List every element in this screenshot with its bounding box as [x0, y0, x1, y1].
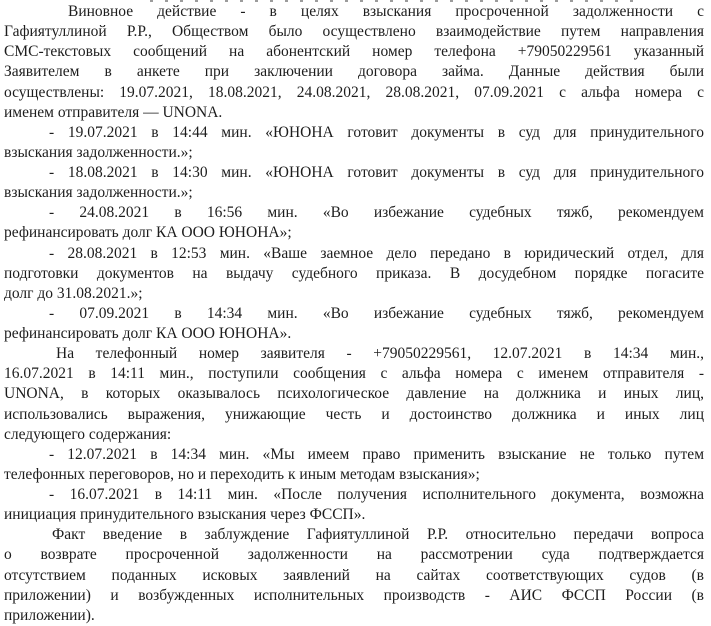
text-line: приложении) и возбужденных исполнительных производств - АИС ФССП России (в — [4, 586, 704, 604]
text-line: о возврате просроченной задолженности на рассмотрении суда подтверждается — [4, 546, 704, 564]
paragraph — [4, 123, 704, 163]
text-line: использовались выражения, унижающие честь и достоинство должника и иных лиц — [4, 405, 704, 423]
document-body — [4, 2, 704, 626]
text-line: - 18.08.2021 в 14:30 мин. «ЮНОНА готовит документы в суд для принудительного — [49, 164, 704, 181]
paragraph — [4, 525, 704, 626]
paragraph — [4, 445, 704, 485]
paragraph — [4, 244, 704, 304]
text-line: взыскания задолженности.»; — [4, 184, 193, 202]
text-line: Гафиятуллиной Р.Р., Обществом было осуществлено взаимодействие путем направления — [4, 23, 704, 41]
text-line: - 07.09.2021 в 14:34 мин. «Во избежание судебных тяжб, рекомендуем — [49, 304, 704, 322]
text-line: - 16.07.2021 в 14:11 мин. «После получения исполнительного документа, возможна — [49, 486, 704, 503]
text-line: подготовки документов на выдачу судебного приказа. В досудебном порядке погасите — [4, 264, 704, 282]
paragraph — [4, 163, 704, 203]
text-line: осуществлены: 19.07.2021, 18.08.2021, 24.08.2021, 28.08.2021, 07.09.2021 с альфа номера с — [4, 83, 704, 101]
text-line: На телефонный номер заявителя - +79050229561, 12.07.2021 в 14:34 мин., — [56, 345, 704, 363]
text-line: - 12.07.2021 в 14:34 мин. «Мы имеем право применить взыскание не только путем — [49, 445, 704, 463]
text-line: рефинансировать долг КА ООО ЮНОНА». — [4, 325, 292, 342]
text-line: Заявителем в анкете при заключении договора займа. Данные действия были — [4, 63, 704, 81]
text-line: следующего содержания: — [4, 425, 172, 443]
text-line: Виновное действие - в целях взыскания просроченной задолженности с — [68, 3, 704, 20]
text-line: - 28.08.2021 в 12:53 мин. «Ваше заемное дело передано в юридический отдел, для — [49, 244, 704, 262]
text-line: UNONA, в которых оказывалось психологическое давление на должника и иных лиц, — [4, 385, 704, 403]
paragraph — [4, 203, 704, 243]
text-line: приложении). — [4, 606, 95, 624]
text-line: именем отправителя — UNONA. — [4, 103, 223, 121]
paragraph — [4, 344, 704, 445]
text-line: СМС-текстовых сообщений на абонентский номер телефона +79050229561 указанный — [4, 43, 704, 61]
text-line: рефинансировать долг КА ООО ЮНОНА»; — [4, 224, 292, 242]
paragraph — [4, 485, 704, 525]
paragraph — [4, 2, 704, 123]
text-line: Факт введение в заблуждение Гафиятуллиной Р.Р. относительно передачи вопроса — [52, 526, 704, 544]
text-line: отсутствием поданных исковых заявлений на сайтах соответствующих судов (в — [4, 566, 704, 584]
text-line: - 19.07.2021 в 14:44 мин. «ЮНОНА готовит документы в суд для принудительного — [49, 123, 704, 141]
text-line: - 24.08.2021 в 16:56 мин. «Во избежание судебных тяжб, рекомендуем — [49, 204, 704, 222]
text-line: телефонных переговоров, но и переходить к иным методам взыскания»; — [4, 465, 480, 483]
text-line: 16.07.2021 в 14:11 мин., поступили сообщения с альфа номера с именем отправителя - — [4, 365, 704, 383]
text-line: инициация принудительного взыскания через ФССП». — [4, 506, 366, 524]
paragraph — [4, 304, 704, 344]
text-line: долг до 31.08.2021.»; — [4, 284, 143, 302]
text-line: взыскания задолженности.»; — [4, 143, 193, 161]
